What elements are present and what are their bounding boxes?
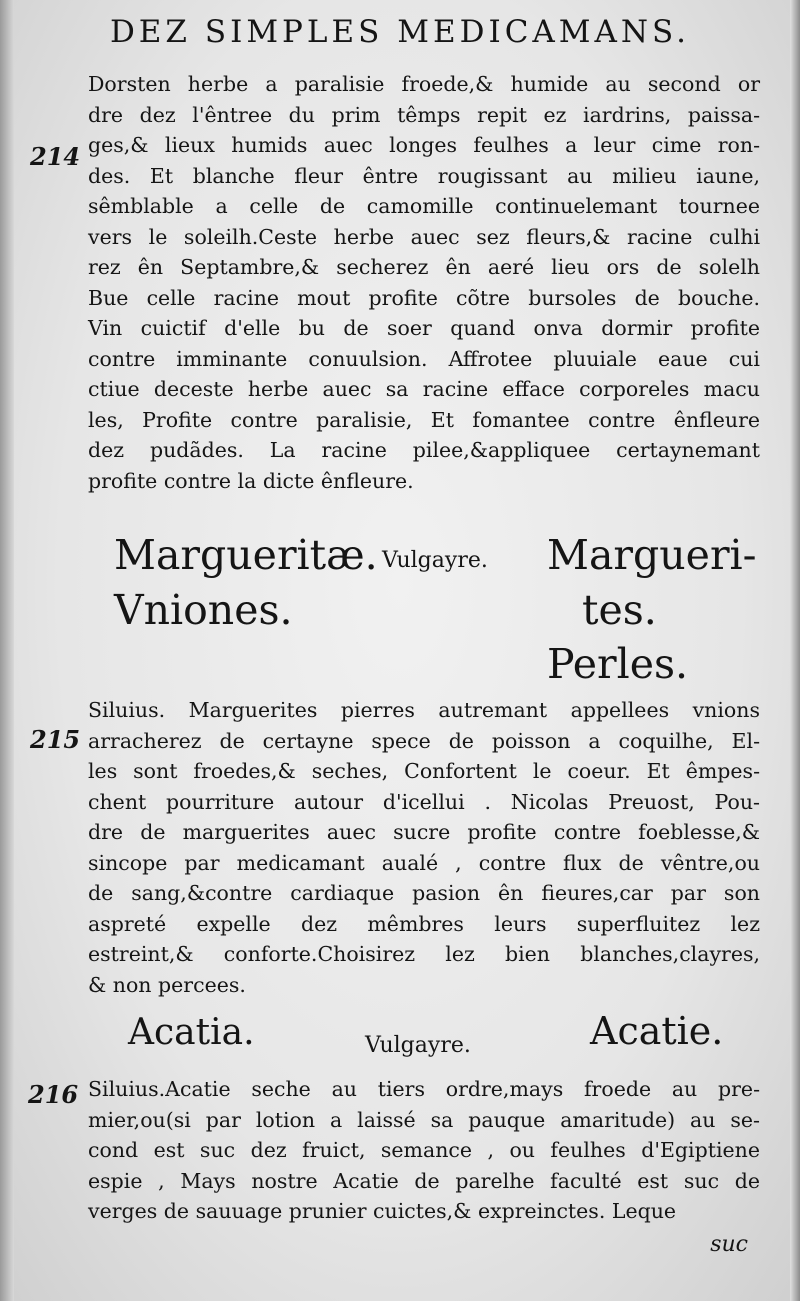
heading-french-marguerites: Margueri-: [547, 531, 757, 579]
text-line: Bue celle racine mout profite cõtre bursoles de bouche.: [88, 285, 760, 310]
text-line: Siluius.Acatie seche au tiers ordre,mays froede au pre-: [88, 1077, 760, 1101]
page-left-edge-shadow: [0, 0, 14, 1301]
text-line: & non percees.: [88, 972, 246, 997]
text-line: les, Profite contre paralisie, Et fomantee contre ênfleure: [88, 407, 760, 432]
heading-french-tes: tes.: [582, 586, 657, 634]
catchword: suc: [710, 1232, 748, 1257]
text-line: les sont froedes,& seches, Confortent le coeur. Et êmpes-: [88, 759, 760, 783]
section-marguerites: [88, 695, 760, 1000]
heading-vulgar-label: Vulgayre.: [382, 548, 488, 573]
text-line: sêmblable a celle de camomille continuelemant tournee: [88, 194, 760, 218]
section-acatie: [88, 1074, 760, 1227]
text-line: chent pourriture autour d'icellui . Nicolas Preuost, Pou-: [88, 789, 760, 814]
text-line: dre de marguerites auec sucre profite contre foeblesse,&: [88, 820, 760, 844]
text-line: de sang,&contre cardiaque pasion ên fieures,car par son: [88, 881, 760, 905]
heading-latin-acatia: Acatia.: [128, 1012, 255, 1053]
text-line: Siluius. Marguerites pierres autremant appellees vnions: [88, 698, 760, 722]
text-line: des. Et blanche fleur êntre rougissant au milieu iaune,: [88, 163, 760, 188]
margin-number-216: 216: [28, 1080, 79, 1109]
margin-number-214: 214: [30, 142, 81, 171]
running-head: DEZ SIMPLES MEDICAMANS.: [109, 14, 691, 50]
text-line: cond est suc dez fruict, semance , ou feulhes d'Egiptiene: [88, 1138, 760, 1162]
text-line: ctiue deceste herbe auec sa racine efface corporeles macu: [88, 377, 760, 401]
heading-french-perles: Perles.: [547, 640, 689, 688]
page-right-edge-shadow: [790, 0, 800, 1301]
heading-latin-vniones: Vniones.: [114, 586, 293, 634]
text-line: dre dez l'êntree du prim têmps repit ez iardrins, paissa-: [88, 102, 760, 127]
text-line: verges de sauuage prunier cuictes,& expreinctes. Leque: [88, 1199, 677, 1223]
heading-latin-margueritae: Margueritæ.: [114, 531, 378, 579]
text-line: aspreté expelle dez mêmbres leurs superfluitez lez: [88, 911, 760, 936]
text-line: Vin cuictif d'elle bu de soer quand onva dormir profite: [88, 316, 760, 340]
text-line: sincope par medicamant aualé , contre flux de vêntre,ou: [88, 850, 760, 875]
text-line: espie , Mays nostre Acatie de parelhe faculté est suc de: [88, 1168, 760, 1193]
text-line: contre imminante conuulsion. Affrotee pluuiale eaue cui: [88, 346, 760, 371]
text-line: Dorsten herbe a paralisie froede,& humide au second or: [88, 72, 760, 96]
text-line: rez ên Septambre,& secherez ên aeré lieu ors de solelh: [88, 255, 760, 279]
text-line: vers le soleilh.Ceste herbe auec sez fleurs,& racine culhi: [88, 224, 760, 249]
text-line: estreint,& conforte.Choisirez lez bien blanches,clayres,: [88, 942, 760, 966]
section-dorsten: [88, 69, 760, 496]
text-line: ges,& lieux humids auec longes feulhes a leur cime ron-: [88, 133, 760, 157]
margin-number-215: 215: [30, 725, 81, 754]
text-line: dez pudãdes. La racine pilee,&appliquee certaynemant: [88, 438, 760, 462]
heading-vulgar-label-2: Vulgayre.: [365, 1033, 471, 1058]
heading-french-acatie: Acatie.: [590, 1009, 724, 1053]
text-line: profite contre la dicte ênfleure.: [88, 468, 414, 493]
text-line: mier,ou(si par lotion a laissé sa pauque amaritude) au se-: [88, 1107, 760, 1132]
text-line: arracherez de certayne spece de poisson a coquilhe, El-: [88, 728, 760, 753]
